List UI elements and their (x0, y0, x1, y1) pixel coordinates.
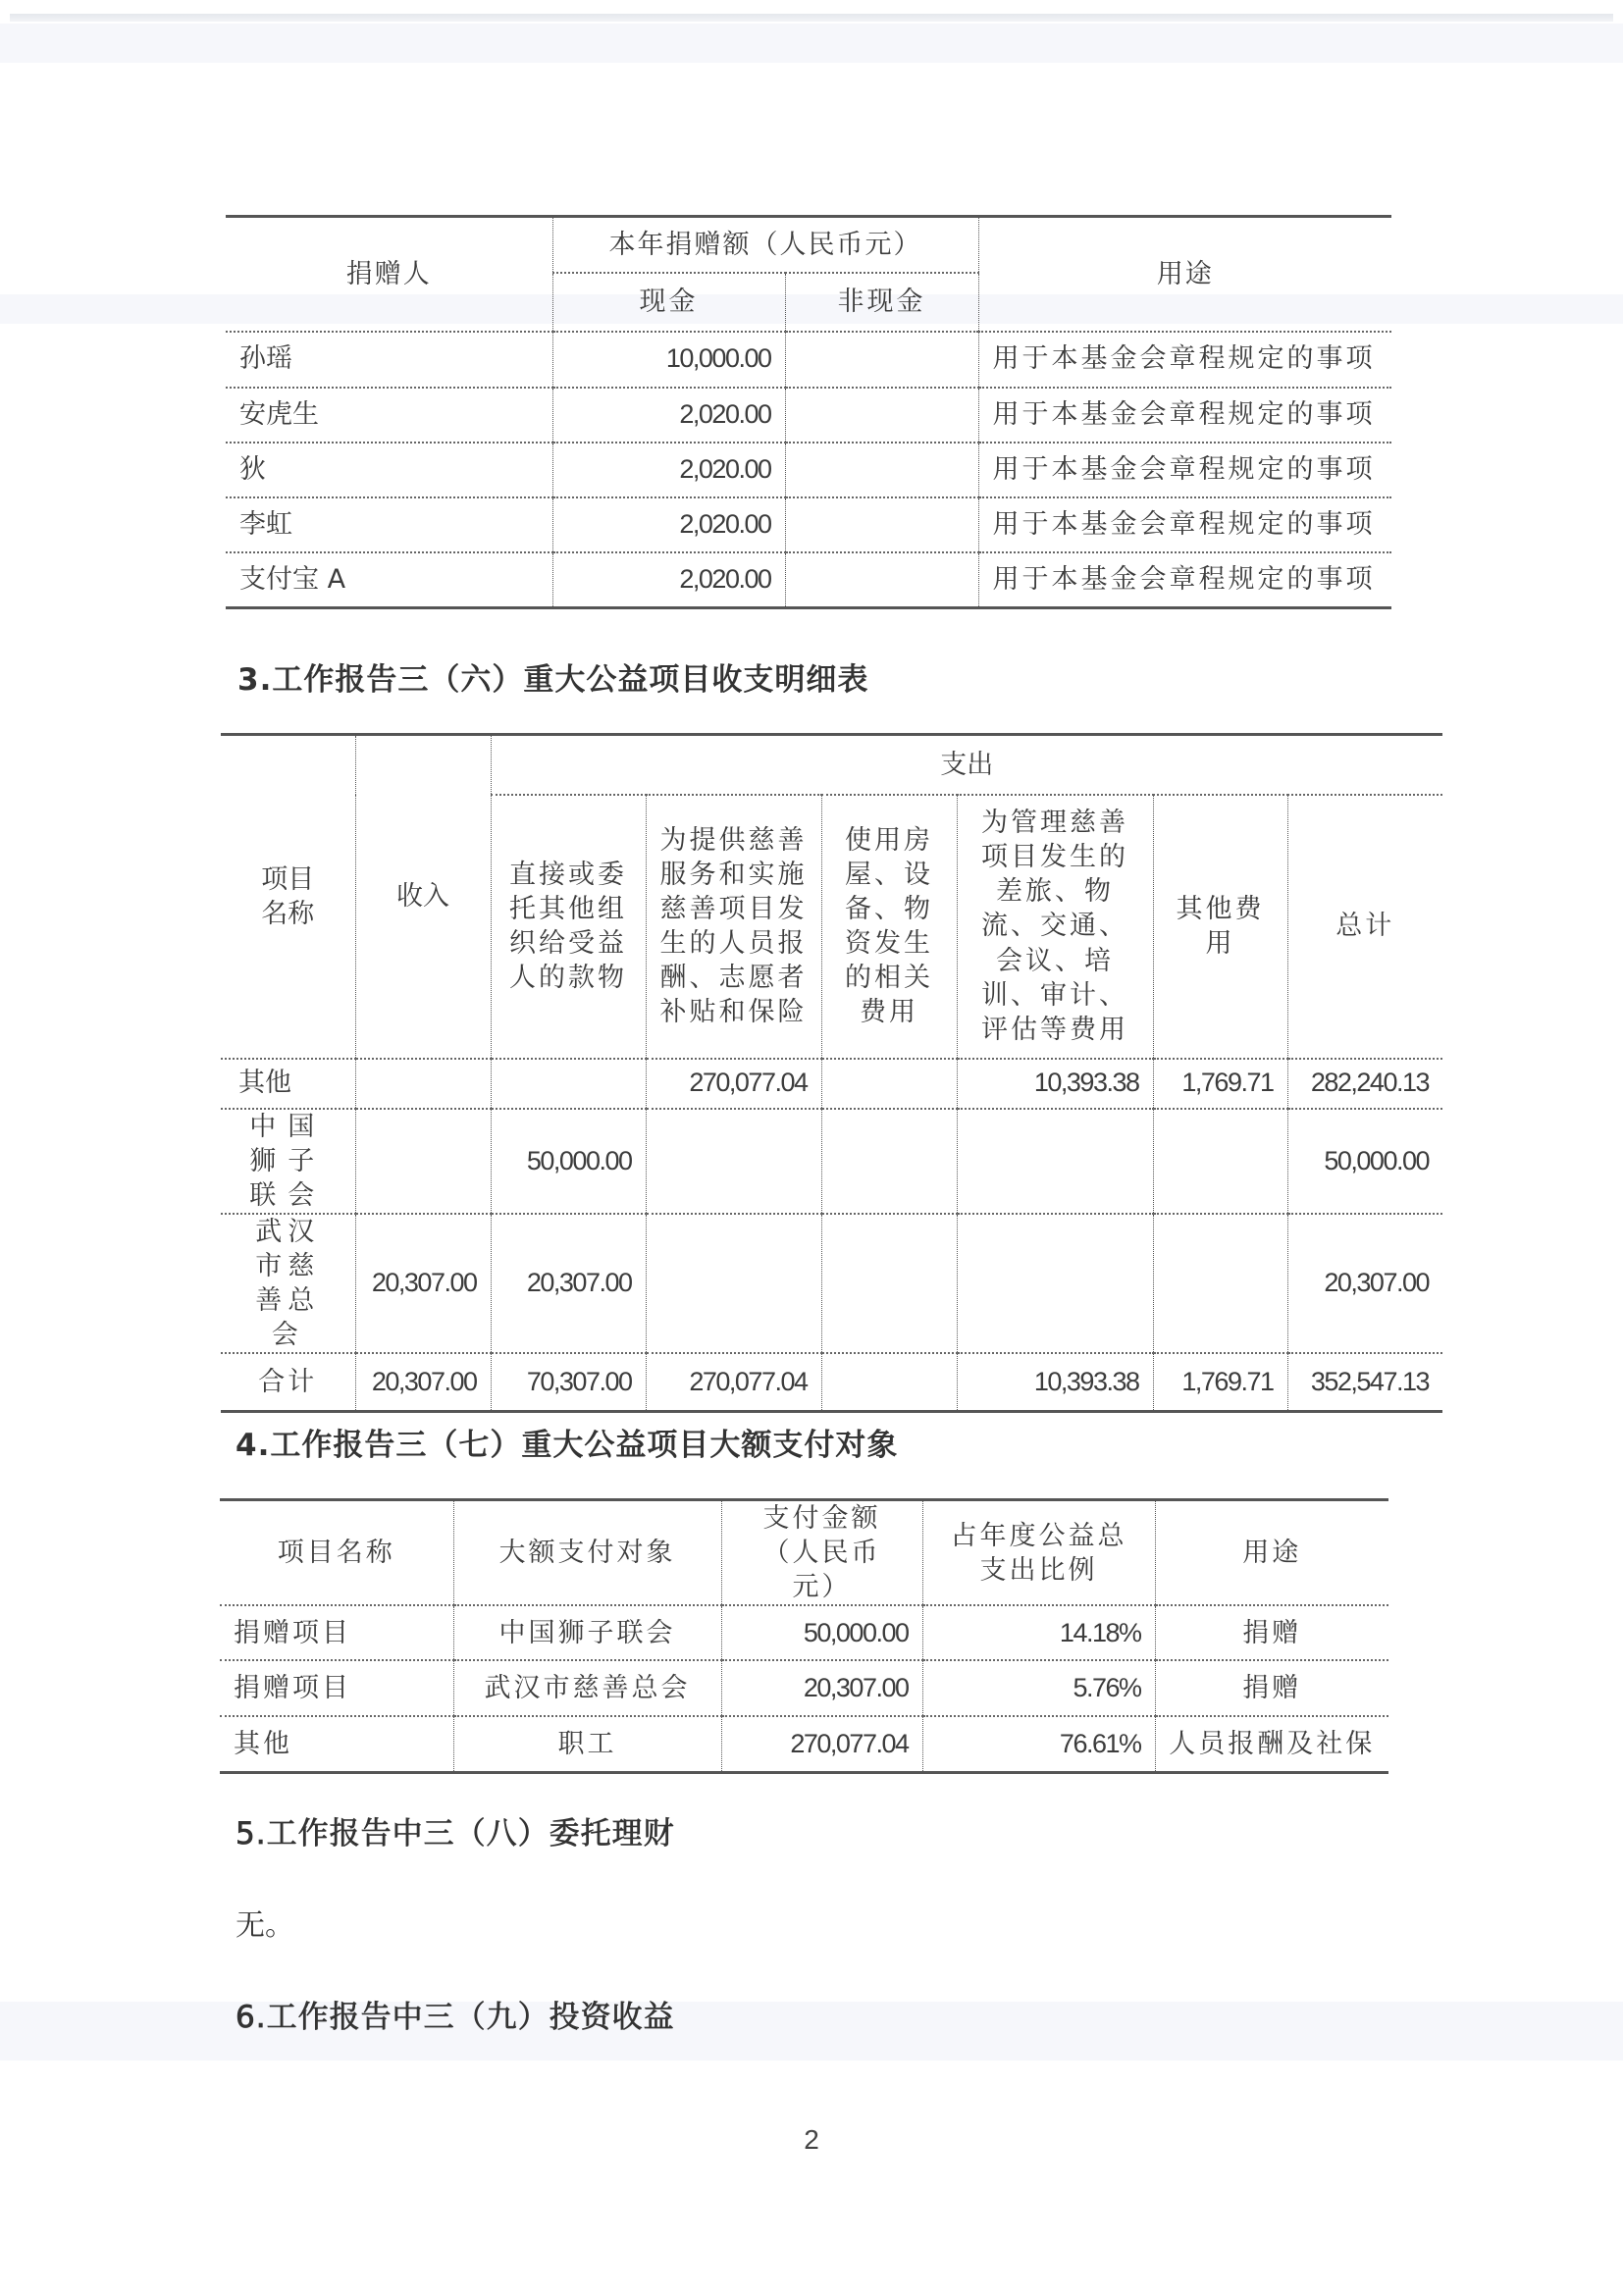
payment-amount: 20,307.00 (721, 1660, 922, 1716)
payment-amount: 270,077.04 (721, 1716, 922, 1772)
table-row (221, 1059, 1442, 1109)
facilities-value (821, 1109, 957, 1214)
management-value: 10,393.38 (957, 1353, 1153, 1411)
header-non-cash: 非现金 (785, 273, 978, 332)
total-value: 50,000.00 (1287, 1109, 1442, 1214)
donation-purpose: 用于本基金会章程规定的事项 (978, 497, 1391, 552)
payee: 武汉市慈善总会 (453, 1660, 721, 1716)
management-value (957, 1214, 1153, 1353)
cash-amount: 10,000.00 (552, 332, 785, 388)
cash-amount: 2,020.00 (552, 443, 785, 497)
table-row (220, 1660, 1388, 1716)
header-payee: 大额支付对象 (453, 1500, 721, 1606)
non-cash-amount (785, 443, 978, 497)
direct-value: 20,307.00 (491, 1214, 646, 1353)
donation-purpose: 用于本基金会章程规定的事项 (978, 552, 1391, 608)
non-cash-amount (785, 552, 978, 608)
header-direct: 直接或委托其他组织给受益人的款物 (491, 795, 646, 1059)
donor-name: 狄 (226, 443, 552, 497)
project-name: 捐赠项目 (220, 1660, 453, 1716)
header-donor: 捐赠人 (226, 217, 552, 332)
header-amount: 支付金额（人民币元） (721, 1500, 922, 1606)
donor-name: 支付宝 A (226, 552, 552, 608)
cash-amount: 2,020.00 (552, 497, 785, 552)
header-cash: 现金 (552, 273, 785, 332)
personnel-value: 270,077.04 (646, 1059, 821, 1109)
donation-purpose: 用于本基金会章程规定的事项 (978, 332, 1391, 388)
table-row (226, 388, 1391, 443)
payment-amount: 50,000.00 (721, 1605, 922, 1660)
header-amount-group: 本年捐赠额（人民币元） (552, 217, 978, 273)
header-project-name: 项目名称 (221, 735, 355, 1059)
other-value (1153, 1109, 1287, 1214)
project-name: 其他 (221, 1059, 355, 1109)
large-payment-table (220, 1498, 1388, 1774)
personnel-value (646, 1214, 821, 1353)
header-facilities: 使用房屋、设备、物资发生的相关费用 (821, 795, 957, 1059)
payment-purpose: 人员报酬及社保 (1155, 1716, 1388, 1772)
header-project-name: 项目名称 (220, 1500, 453, 1606)
table-header-row (221, 735, 1442, 795)
payment-ratio: 5.76% (922, 1660, 1155, 1716)
section-3-title: 3.工作报告三（六）重大公益项目收支明细表 (237, 662, 869, 698)
donation-purpose: 用于本基金会章程规定的事项 (978, 388, 1391, 443)
personnel-value: 270,077.04 (646, 1353, 821, 1411)
direct-value: 70,307.00 (491, 1353, 646, 1411)
payment-purpose: 捐赠 (1155, 1605, 1388, 1660)
table-row (226, 443, 1391, 497)
project-income-expense-table (221, 733, 1442, 1413)
section-5-body: 无。 (236, 1908, 294, 1943)
header-income: 收入 (355, 735, 491, 1059)
section-5-title: 5.工作报告中三（八）委托理财 (236, 1816, 675, 1852)
table-row (226, 497, 1391, 552)
cash-amount: 2,020.00 (552, 388, 785, 443)
other-value: 1,769.71 (1153, 1353, 1287, 1411)
table-row-total (221, 1353, 1442, 1411)
project-name: 合计 (221, 1353, 355, 1411)
donor-name: 李虹 (226, 497, 552, 552)
cash-amount: 2,020.00 (552, 552, 785, 608)
donation-table (226, 215, 1391, 609)
non-cash-amount (785, 332, 978, 388)
other-value (1153, 1214, 1287, 1353)
header-purpose: 用途 (1155, 1500, 1388, 1606)
facilities-value (821, 1353, 957, 1411)
total-value: 352,547.13 (1287, 1353, 1442, 1411)
header-ratio: 占年度公益总支出比例 (922, 1500, 1155, 1606)
payee: 中国狮子联会 (453, 1605, 721, 1660)
page-number: 2 (804, 2124, 819, 2155)
non-cash-amount (785, 388, 978, 443)
table-header-row (220, 1500, 1388, 1606)
management-value (957, 1109, 1153, 1214)
header-purpose: 用途 (978, 217, 1391, 332)
facilities-value (821, 1214, 957, 1353)
project-name: 武汉市慈善总会 (221, 1214, 355, 1353)
management-value: 10,393.38 (957, 1059, 1153, 1109)
table-row (220, 1716, 1388, 1772)
table-row (221, 1214, 1442, 1353)
header-expense-group: 支出 (491, 735, 1442, 795)
header-other: 其他费用 (1153, 795, 1287, 1059)
payment-ratio: 14.18% (922, 1605, 1155, 1660)
header-total: 总计 (1287, 795, 1442, 1059)
donor-name: 安虎生 (226, 388, 552, 443)
scan-artifact (0, 24, 1623, 63)
total-value: 282,240.13 (1287, 1059, 1442, 1109)
income-value (355, 1109, 491, 1214)
facilities-value (821, 1059, 957, 1109)
direct-value (491, 1059, 646, 1109)
direct-value: 50,000.00 (491, 1109, 646, 1214)
header-management: 为管理慈善项目发生的差旅、物流、交通、会议、培训、审计、评估等费用 (957, 795, 1153, 1059)
table-row (226, 552, 1391, 608)
project-name: 中国狮子联会 (221, 1109, 355, 1214)
table-row (226, 332, 1391, 388)
income-value (355, 1059, 491, 1109)
donation-purpose: 用于本基金会章程规定的事项 (978, 443, 1391, 497)
header-personnel: 为提供慈善服务和实施慈善项目发生的人员报酬、志愿者补贴和保险 (646, 795, 821, 1059)
project-name: 其他 (220, 1716, 453, 1772)
table-row (221, 1109, 1442, 1214)
donor-name: 孙瑶 (226, 332, 552, 388)
table-header-row (226, 217, 1391, 273)
other-value: 1,769.71 (1153, 1059, 1287, 1109)
non-cash-amount (785, 497, 978, 552)
income-value: 20,307.00 (355, 1353, 491, 1411)
payment-ratio: 76.61% (922, 1716, 1155, 1772)
section-6-title: 6.工作报告中三（九）投资收益 (236, 2000, 675, 2035)
payment-purpose: 捐赠 (1155, 1660, 1388, 1716)
project-name: 捐赠项目 (220, 1605, 453, 1660)
table-row (220, 1605, 1388, 1660)
section-4-title: 4.工作报告三（七）重大公益项目大额支付对象 (236, 1428, 899, 1463)
income-value: 20,307.00 (355, 1214, 491, 1353)
total-value: 20,307.00 (1287, 1214, 1442, 1353)
scan-edge (10, 14, 1613, 22)
payee: 职工 (453, 1716, 721, 1772)
personnel-value (646, 1109, 821, 1214)
